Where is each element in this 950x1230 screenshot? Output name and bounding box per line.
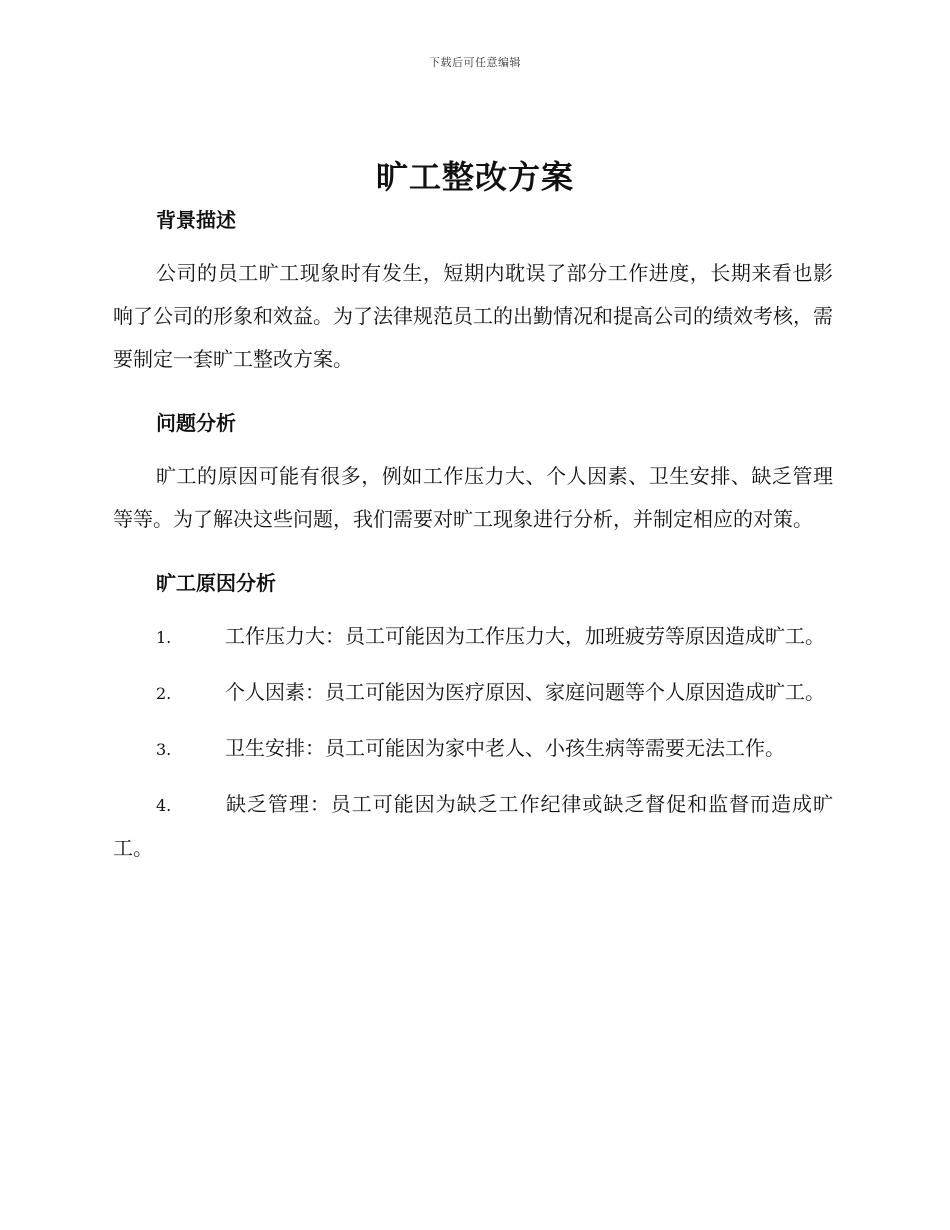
list-item-text: 工作压力大：员工可能因为工作压力大，加班疲劳等原因造成旷工。 [225, 624, 825, 648]
header-note: 下载后可任意编辑 [429, 56, 521, 69]
list-item-text: 卫生安排：员工可能因为家中老人、小孩生病等需要无法工作。 [225, 736, 785, 760]
list-item [113, 727, 833, 771]
paragraph-problem-analysis: 旷工的原因可能有很多，例如工作压力大、个人因素、卫生安排、缺乏管理等等。为了解决这些问题，我们需要对旷工现象进行分析，并制定相应的对策。 [113, 464, 833, 531]
list-item [113, 671, 833, 715]
list-item-number: 2. [156, 684, 172, 703]
document-body [113, 200, 833, 882]
list-item [113, 783, 833, 870]
list-item-number: 4. [156, 796, 172, 815]
list-item-number: 1. [156, 628, 172, 647]
document-title: 旷工整改方案 [375, 158, 574, 196]
section-heading-cause-analysis: 旷工原因分析 [156, 571, 276, 595]
section-heading-background: 背景描述 [156, 208, 236, 232]
list-item [113, 615, 833, 659]
list-item-number: 3. [156, 740, 172, 759]
paragraph-background: 公司的员工旷工现象时有发生，短期内耽误了部分工作进度，长期来看也影响了公司的形象和效益。为了法律规范员工的出勤情况和提高公司的绩效考核，需要制定一套旷工整改方案。 [113, 261, 833, 371]
list-item-text: 个人因素：员工可能因为医疗原因、家庭问题等个人原因造成旷工。 [225, 680, 825, 704]
list-item-text: 缺乏管理：员工可能因为缺乏工作纪律或缺乏督促和监督而造成旷工。 [113, 792, 833, 860]
section-heading-problem-analysis: 问题分析 [156, 411, 236, 435]
